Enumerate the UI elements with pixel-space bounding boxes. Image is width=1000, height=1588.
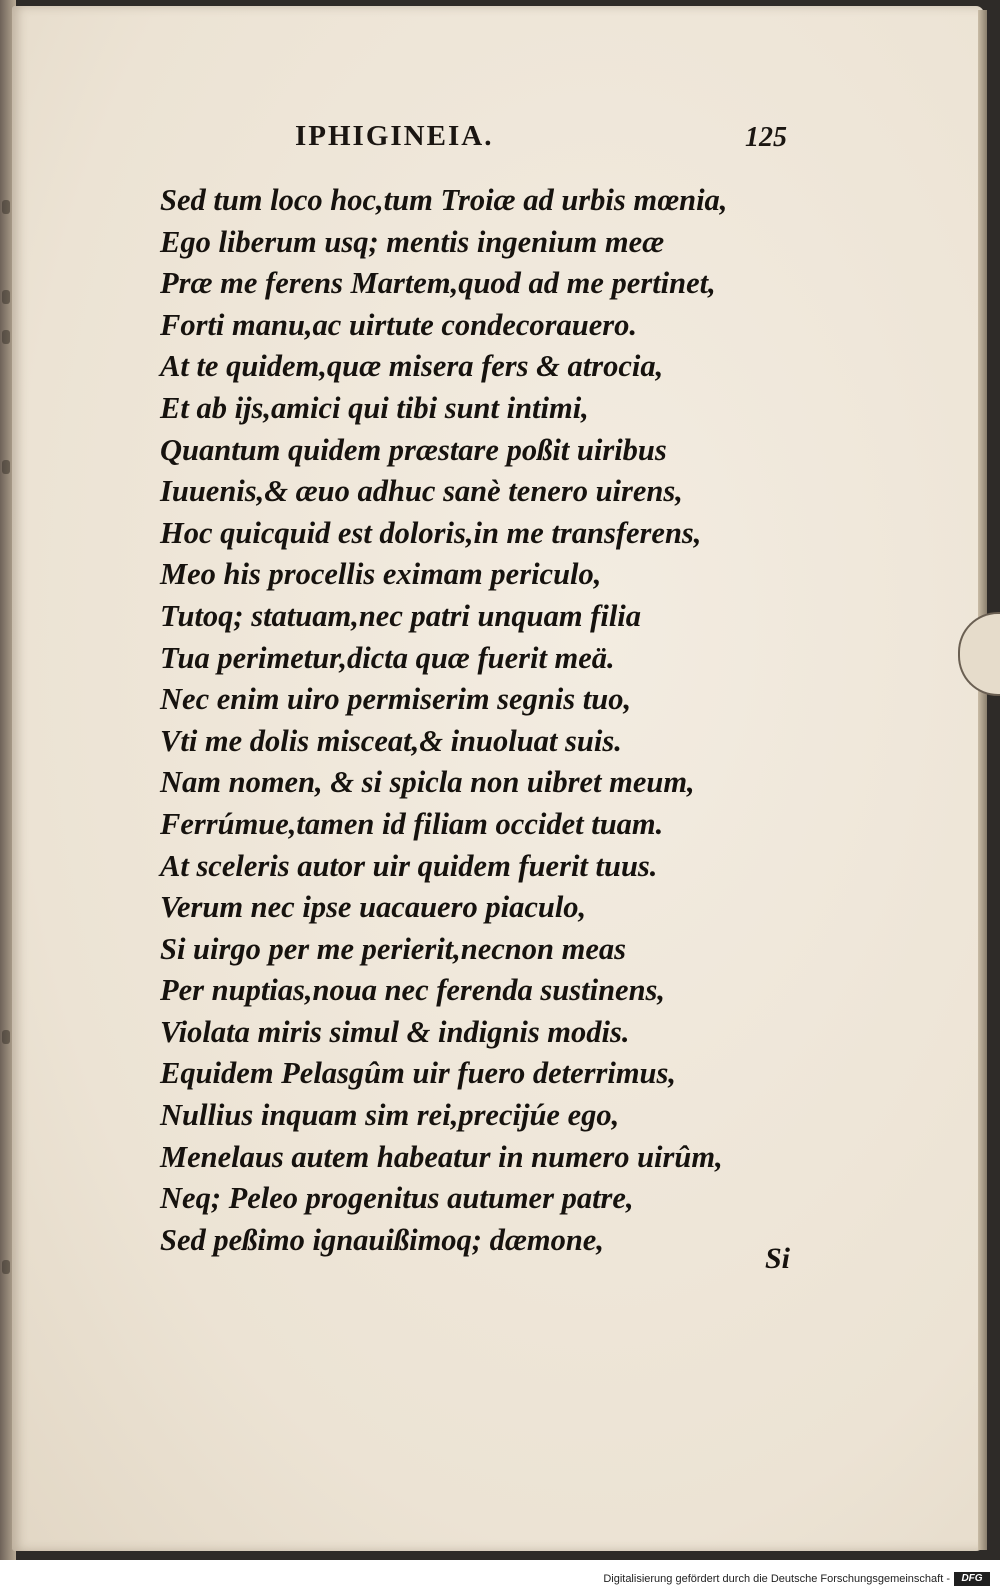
verse-line: Violata miris simul & indignis modis. <box>160 1014 630 1049</box>
show-through-text <box>770 230 960 1230</box>
verse-line: Equidem Pelasgûm uir fuero deterrimus, <box>160 1056 677 1091</box>
verse-line: Ferrúmue,tamen id filiam occidet tuam. <box>160 806 664 841</box>
page-header <box>0 120 1000 170</box>
verse-line: Sed tum loco hoc,tum Troiæ ad urbis mœnia, <box>160 183 728 217</box>
funding-credit: Digitalisierung gefördert durch die Deutsche Forschungsgemeinschaft - <box>603 1573 950 1585</box>
verse-line: Menelaus autem habeatur in numero uirûm, <box>160 1139 723 1174</box>
running-head: IPHIGINEIA. <box>295 120 494 152</box>
verse-line: Neq; Peleo progenitus autumer patre, <box>160 1181 634 1216</box>
verse-block <box>160 180 780 1260</box>
catchword: Si <box>765 1242 791 1275</box>
page-fore-edge <box>978 10 987 1550</box>
verse-line: Vti me dolis misceat,& inuoluat suis. <box>160 723 622 758</box>
verse-line: Hoc quicquid est doloris,in me transferens, <box>160 515 702 550</box>
verse-line: Sed peßimo ignauißimoq; dæmone, <box>160 1222 604 1257</box>
verse-line: Meo his procellis eximam periculo, <box>160 557 602 592</box>
verse-line: Tutoq; statuam,nec patri unquam filia <box>160 598 642 633</box>
verse-line: Præ me ferens Martem,quod ad me pertinet, <box>160 266 716 301</box>
verse-line: Et ab ijs,amici qui tibi sunt intimi, <box>160 390 589 425</box>
verse-line: Tua perimetur,dicta quæ fuerit meä. <box>160 640 615 675</box>
verse-line: Nam nomen, & si spicla non uibret meum, <box>160 765 695 800</box>
verse-line: At te quidem,quæ misera fers & atrocia, <box>160 349 664 384</box>
verse-line: At sceleris autor uir quidem fuerit tuus. <box>160 848 658 883</box>
verse-line: Nec enim uiro permiserim segnis tuo, <box>160 682 632 717</box>
verse-line: Quantum quidem præstare poßit uiribus <box>160 432 667 467</box>
verse-line: Per nuptias,noua nec ferenda sustinens, <box>160 973 666 1008</box>
verse-line: Nullius inquam sim rei,precijúe ego, <box>160 1098 620 1133</box>
verse-line: Ego liberum usq; mentis ingenium meæ <box>160 224 665 259</box>
dfg-logo: DFG <box>954 1572 990 1586</box>
verse-line: Verum nec ipse uacauero piaculo, <box>160 890 587 925</box>
page-number: 125 <box>745 122 787 153</box>
facing-page-bleed <box>0 190 14 1290</box>
verse-line: Forti manu,ac uirtute condecorauero. <box>160 307 638 342</box>
verse-line: Iuuenis,& æuo adhuc sanè tenero uirens, <box>160 474 683 509</box>
verse-line: Si uirgo per me perierit,necnon meas <box>160 931 626 966</box>
